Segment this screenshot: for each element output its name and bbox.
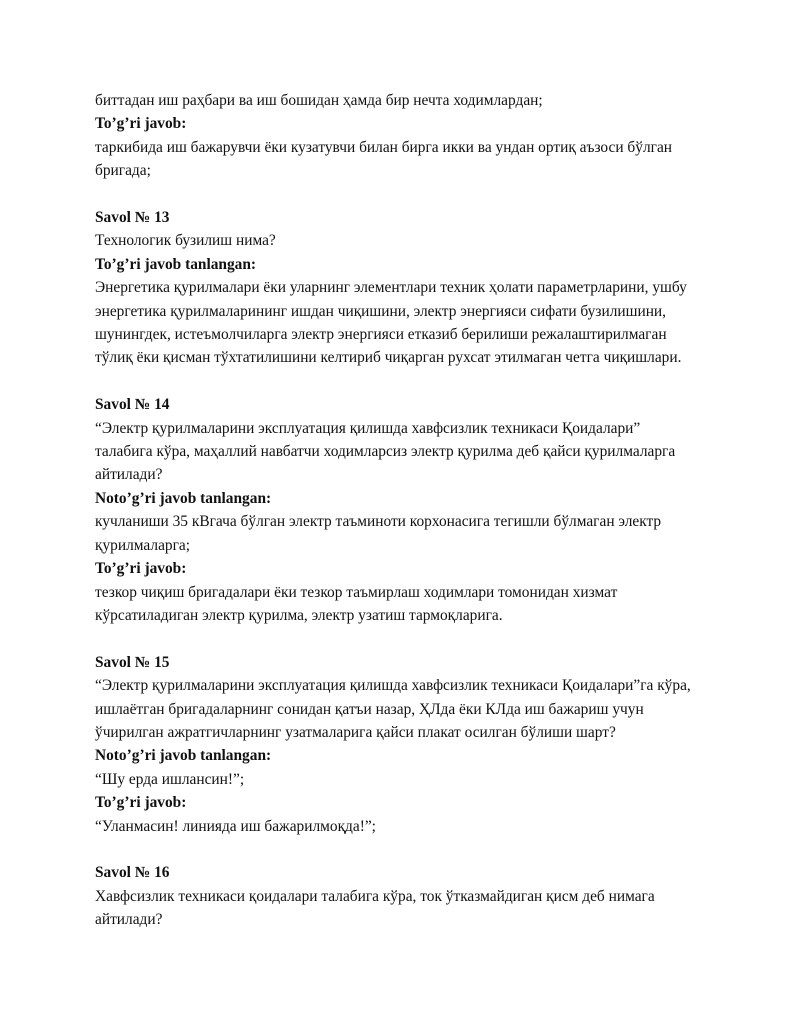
question-text-line: айтилади? [95, 466, 163, 484]
question-text-line: Хавфсизлик техникаси қоидалари талабига кўра, ток ўтказмайдиган қисм деб нимага [95, 887, 655, 905]
question-text-line: айтилади? [95, 911, 163, 929]
intro-section [95, 89, 715, 183]
incorrect-answer-selected-label: Noto’g’ri javob tanlangan: [95, 489, 272, 507]
question-text-line: “Электр қурилмаларини эксплуатация қилишда хавфсизлик техникаси Қоидалари”га кўра, [95, 677, 691, 695]
intro-text-line: биттадан иш раҳбари ва иш бошидан ҳамда бир нечта ходимлардан; [95, 92, 543, 109]
correct-answer-label: To’g’ri javob: [95, 115, 187, 133]
answer-text-line: кучланиши 35 кВгача бўлган электр таъминоти корхонасига тегишли бўлмаган электр [95, 513, 662, 531]
question-block-15 [95, 651, 715, 838]
question-title: Savol № 13 [95, 209, 170, 227]
answer-text-line: шунингдек, истеъмолчиларга электр энергияси етказиб берилиши режалаштирилмаган [95, 326, 667, 344]
incorrect-answer-selected-label: Noto’g’ri javob tanlangan: [95, 747, 272, 765]
question-block-16 [95, 861, 715, 931]
question-title: Savol № 14 [95, 396, 170, 414]
answer-text-line: “Шу ерда ишлансин!”; [95, 770, 245, 788]
question-text-line: “Электр қурилмаларини эксплуатация қилишда хавфсизлик техникаси Қоидалари” [95, 419, 641, 437]
answer-text-line: Энергетика қурилмалари ёки уларнинг элементлари техник ҳолати параметрларини, ушбу [95, 279, 687, 297]
answer-text-line: қурилмаларга; [95, 536, 191, 554]
question-text-line: Технологик бузилиш нима? [95, 232, 276, 250]
question-text-line: талабига кўра, маҳаллий навбатчи ходимларсиз электр қурилма деб қайси қурилмаларга [95, 443, 676, 461]
question-text-line: ўчирилган ажратгичларнинг узатмаларига қайси плакат осилган бўлиши шарт? [95, 723, 616, 741]
answer-text-line: тўлиқ ёки қисман тўхтатилишини келтириб чиқарган рухсат этилмаган четга чиқишлари. [95, 349, 682, 367]
answer-text-line: кўрсатиладиган электр қурилма, электр узатиш тармоқларига. [95, 606, 503, 624]
document-page [95, 89, 715, 932]
answer-text-line: энергетика қурилмаларининг ишдан чиқишини, электр энергияси сифати бузилишини, [95, 302, 667, 320]
correct-answer-label: To’g’ri javob: [95, 560, 187, 578]
answer-text-line: “Уланмасин! линияда иш бажарилмоқда!”; [95, 817, 376, 835]
correct-answer-selected-label: To’g’ri javob tanlangan: [95, 255, 257, 273]
question-title: Savol № 16 [95, 864, 170, 882]
answer-text-line: таркибида иш бажарувчи ёки кузатувчи билан бирга икки ва ундан ортиқ аъзоси бўлган [95, 138, 673, 156]
question-title: Savol № 15 [95, 653, 170, 671]
answer-text-line: тезкор чиқиш бригадалари ёки тезкор таъмирлаш ходимлари томонидан хизмат [95, 583, 618, 601]
question-block-14 [95, 393, 715, 627]
question-text-line: ишлаётган бригадаларнинг сонидан қатъи назар, ҲЛда ёки КЛда иш бажариш учун [95, 700, 644, 718]
answer-text-line: бригада; [95, 162, 151, 180]
correct-answer-label: To’g’ri javob: [95, 794, 187, 812]
question-block-13 [95, 206, 715, 370]
